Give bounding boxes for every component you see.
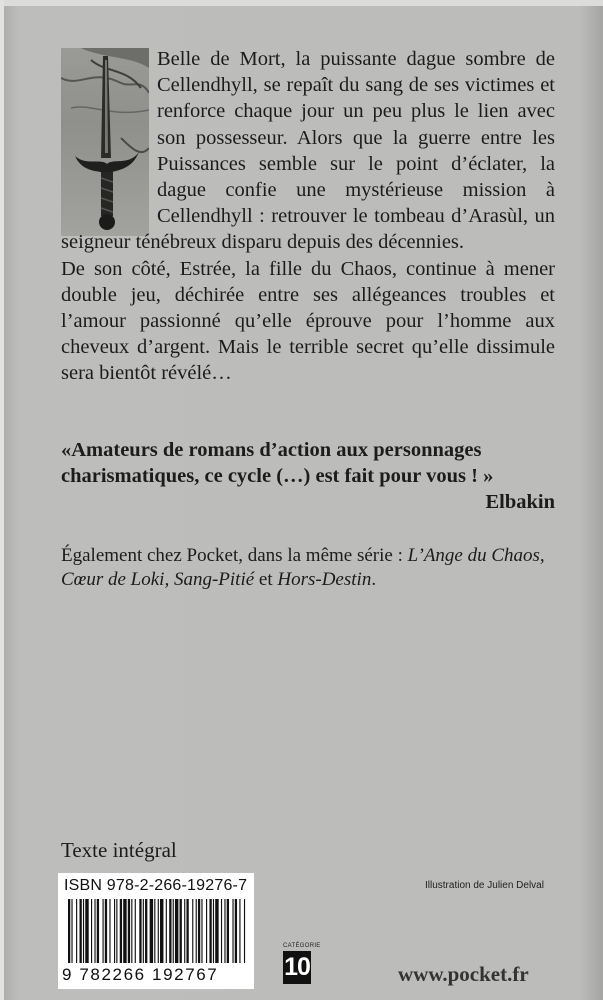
series-end: .: [371, 569, 377, 590]
back-cover-blurb: [61, 46, 555, 387]
blurb-paragraph-2: De son côté, Estrée, la fille du Chaos, continue à mener double jeu, déchirée entre ses allégeances troubles et l’amour passionné qu’elle éprouve pour l’homme aux cheveux d’argent. Mais le terrible secret qu’elle dissimule sera bientôt révélé…: [61, 257, 555, 385]
barcode-area: [58, 873, 254, 989]
left-edge: [0, 0, 4, 1000]
quote-source: Elbakin: [485, 491, 555, 514]
series-list: [61, 544, 555, 592]
barcode-icon: [64, 899, 248, 963]
ean-digits: 9 782266 192767: [62, 965, 219, 984]
series-title-3: Sang-Pitié: [173, 569, 255, 590]
series-intro: Également chez Pocket, dans la même série :: [61, 545, 408, 566]
illustration-credit: Illustration de Julien Delval: [425, 880, 544, 891]
category-badge: 10: [283, 951, 311, 984]
series-title-4: Hors-Destin: [277, 569, 372, 590]
series-title-1: L’Ange du Chaos,: [407, 545, 545, 566]
illustration-space: [61, 46, 157, 226]
publisher-website: www.pocket.fr: [398, 962, 529, 986]
quote-text: «Amateurs de romans d’action aux personnages charismatiques, ce cycle (…) est fait pour vous ! »: [61, 439, 494, 488]
series-and: et: [254, 569, 278, 590]
blurb-paragraph-1: Belle de Mort, la puissante dague sombre de Cellendhyll, se repaît du sang de ses victimes et renforce chaque jour un peu plus le lien avec son possesseur. Alors que la guerre entre les Puissances semble sur le point d’éclater, la dague confie une mystérieuse mission à Cellendhyll : retrouver le tombeau d’Arasùl, un seigneur ténébreux disparu depuis des décennies.: [61, 48, 555, 254]
top-edge: [0, 0, 603, 6]
press-quote: [61, 437, 555, 516]
texte-integral: Texte intégral: [61, 838, 177, 862]
category-label: CATÉGORIE: [283, 943, 321, 949]
series-title-2: Cœur de Loki,: [61, 569, 170, 590]
isbn-text: ISBN 978-2-266-19276-7: [64, 877, 248, 894]
